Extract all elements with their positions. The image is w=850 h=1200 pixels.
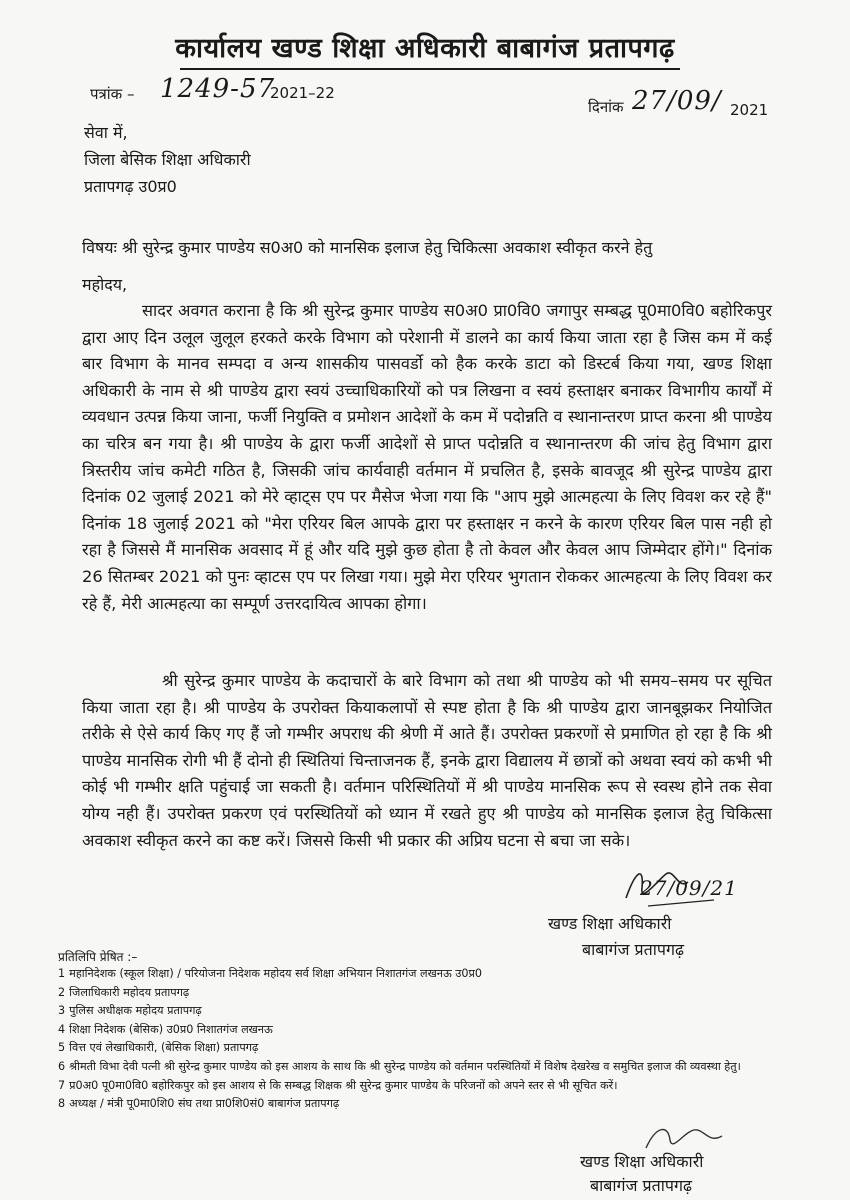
copy-to-item: 3 पुलिस अधीक्षक महोदय प्रतापगढ़ (58, 1004, 202, 1018)
reference-label: पत्रांक – (90, 85, 135, 103)
date-year: 2021 (730, 101, 769, 119)
copy-to-item: 6 श्रीमती विभा देवी पत्नी श्री सुरेन्द्र कुमार पाण्डेय को इस आशय के साथ कि श्री सुरेन्द्र पाण्डेय को वर्तमान परस्थितियों में विशेष देखरेख व समुचित इलाज की व्यवस्था हेतु। (58, 1059, 741, 1073)
signature-2-title: खण्ड शिक्षा अधिकारी (580, 1152, 704, 1171)
salutation: महोदय, (82, 275, 128, 294)
copy-to-item: 1 महानिदेशक (स्कूल शिक्षा) / परियोजना निदेशक महोदय सर्व शिक्षा अभियान निशातगंज लखनऊ उ0प्र0 (58, 967, 483, 980)
addressee-line-3: प्रतापगढ़ उ0प्र0 (84, 177, 177, 196)
copy-to-list (58, 966, 758, 1115)
signature-2-place: बाबागंज प्रतापगढ़ (590, 1176, 692, 1195)
subject-line: विषयः श्री सुरेन्द्र कुमार पाण्डेय स0अ0 को मानसिक इलाज हेतु चिकित्सा अवकाश स्वीकृत करने हेतु (82, 238, 653, 257)
reference-session: 2021–22 (270, 84, 335, 102)
copy-to-heading: प्रतिलिपि प्रेषित :– (58, 950, 138, 964)
body-paragraph-2-text: श्री सुरेन्द्र कुमार पाण्डेय के कदाचारों के बारे विभाग को तथा श्री पाण्डेय को भी समय–समय पर सूचित किया जाता रहा है। श्री पाण्डेय के उपरोक्त कियाकलापों से स्पष्ट होता है कि श्री पाण्डेय द्वारा जानबूझकर नियोजित तरीके से ऐसे कार्य किए गए हैं जो गम्भीर अपराध की श्रेणी में आते हैं। उपरोक्त प्रकरणों से प्रमाणित हो रहा है कि श्री पाण्डेय मानसिक रोगी भी हैं दोनो ही स्थितियां चिन्ताजनक हैं, इनके द्वारा विद्यालय में छात्रों को अथवा स्वयं को कभी भी कोई भी गम्भीर क्षति पहुंचाई जा सकती है। वर्तमान परिस्थितियों में श्री पाण्डेय मानसिक रूप से स्वस्थ होने तक सेवा योग्य नही हैं। उपरोक्त प्रकरण एवं परस्थितियों को ध्यान में रखते हुए श्री पाण्डेय को मानसिक इलाज हेतु चिकित्सा अवकाश स्वीकृत करने का कष्ट करें। जिससे किसी भी प्रकार की अप्रिय घटना से बचा जा सके। (82, 671, 772, 850)
letterhead-title: कार्यालय खण्ड शिक्षा अधिकारी बाबागंज प्रतापगढ़ (175, 33, 675, 64)
date-label: दिनांक (588, 98, 624, 116)
copy-to-item: 7 प्र0अ0 पू0मा0वि0 बहोरिकपुर को इस आशय से कि सम्बद्ध शिक्षक श्री सुरेन्द्र कुमार पाण्डेय के परिजनों को अपने स्तर से भी सूचित करें। (58, 1078, 618, 1092)
handwritten-reference-number: 1249-57 (160, 74, 276, 104)
body-paragraph-2 (82, 668, 772, 854)
addressee-line-2: जिला बेसिक शिक्षा अधिकारी (84, 150, 251, 169)
signature-1-handwritten-date: 27/09/21 (640, 876, 738, 900)
copy-to-item: 8 अध्यक्ष / मंत्री पू0मा0शि0 संघ तथा प्रा0शि0सं0 बाबागंज प्रतापगढ़ (58, 1097, 340, 1111)
body-paragraph-1 (82, 298, 772, 617)
copy-to-item: 5 वित्त एवं लेखाधिकारी, (बेसिक शिक्षा) प्रतापगढ़ (58, 1041, 259, 1055)
handwritten-date: 27/09/ (632, 86, 722, 116)
signature-1-title: खण्ड शिक्षा अधिकारी (548, 914, 672, 933)
signature-1-place: बाबागंज प्रतापगढ़ (582, 940, 684, 959)
copy-to-item: 2 जिलाधिकारी महोदय प्रतापगढ़ (58, 985, 190, 999)
addressee-line-1: सेवा में, (84, 123, 128, 142)
title-underline (180, 68, 680, 70)
copy-to-item: 4 शिक्षा निदेशक (बेसिक) उ0प्र0 निशातगंज लखनऊ (58, 1022, 273, 1036)
body-paragraph-1-text: सादर अवगत कराना है कि श्री सुरेन्द्र कुमार पाण्डेय स0अ0 प्रा0वि0 जगापुर सम्बद्ध पू0मा0वि0 बहोरिकपुर द्वारा आए दिन उलूल जुलूल हरकते करके विभाग को परेशानी में डालने का कार्य किया जाता रहा है जिस कम में कई बार विभाग के मानव सम्पदा व अन्य शासकीय पासवर्डो को हैक करके डाटा को डिस्टर्ब किया गया, खण्ड शिक्षा अधिकारी के नाम से श्री पाण्डेय द्वारा स्वयं उच्चाधिकारियों को पत्र लिखना व स्वयं हस्ताक्षर बनाकर विभागीय कार्यों में व्यवधान उत्पन्न किया जाना, फर्जी नियुक्ति व प्रमोशन आदेशों के कम में पदोन्नति व स्थानान्तरण प्राप्त करना श्री पाण्डेय का चरित्र बन गया है। श्री पाण्डेय के द्वारा फर्जी आदेशों से प्राप्त पदोन्नति व स्थानान्तरण की जांच हेतु विभाग द्वारा त्रिस्तरीय जांच कमेटी गठित है, जिसकी जांच कार्यवाही वर्तमान में प्रचलित है, इसके बावजूद श्री सुरेन्द्र पाण्डेय द्वारा दिनांक 02 जुलाई 2021 को मेरे व्हाट्स एप पर मैसेज भेजा गया कि "आप मुझे आत्महत्या के लिए विवश कर रहे हैं" दिनांक 18 जुलाई 2021 को "मेरा एरियर बिल आपके द्वारा पर हस्ताक्षर न करने के कारण एरियर बिल पास नही हो रहा है जिससे मैं मानसिक अवसाद में हूं और यदि मुझे कुछ होता है तो केवल और केवल आप जिम्मेदार होंगे।" दिनांक 26 सितम्बर 2021 को पुनः व्हाटस एप पर लिखा गया। मुझे मेरा एरियर भुगतान रोककर आत्महत्या के लिए विवश कर रहे हैं, मेरी आत्महत्या का सम्पूर्ण उत्तरदायित्व आपका होगा। (82, 301, 772, 613)
